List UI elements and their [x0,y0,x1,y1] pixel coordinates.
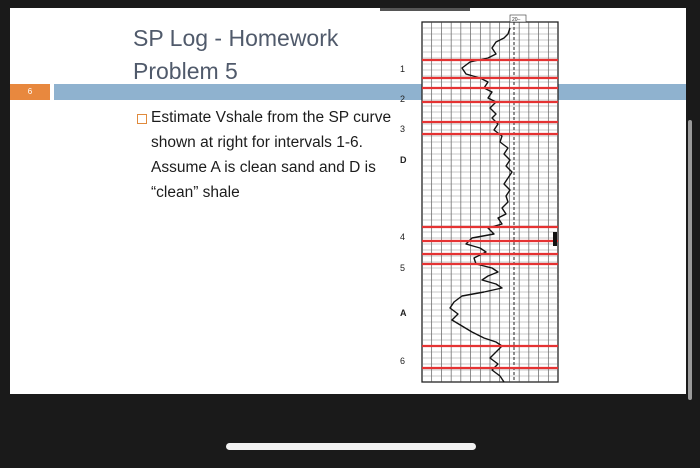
scrollbar[interactable] [688,120,692,400]
interval-label-D: D [400,155,407,165]
interval-label-A: A [400,308,407,318]
bullet-icon [137,114,147,124]
slide-number: 6 [10,84,50,100]
title-line-1: SP Log - Homework [133,25,339,51]
interval-label-1: 1 [400,64,406,74]
sp-log-figure [392,8,560,386]
bottom-area [0,394,700,468]
body-text: Estimate Vshale from the SP curve shown at right for intervals 1-6. Assume A is clean sand and D is “clean” shale [151,109,392,201]
interval-label-4: 4 [400,232,406,242]
title-line-2: Problem 5 [133,58,238,84]
log-marker [553,232,557,246]
title-band [54,84,686,100]
interval-label-3: 3 [400,124,406,134]
interval-label-6: 6 [400,356,406,366]
scale-label: 20– [512,17,521,23]
slide [10,8,686,394]
interval-label-5: 5 [400,263,406,273]
home-indicator[interactable] [226,443,476,450]
interval-label-2: 2 [400,94,406,104]
log-grid [422,15,558,382]
slide-title [133,22,338,88]
